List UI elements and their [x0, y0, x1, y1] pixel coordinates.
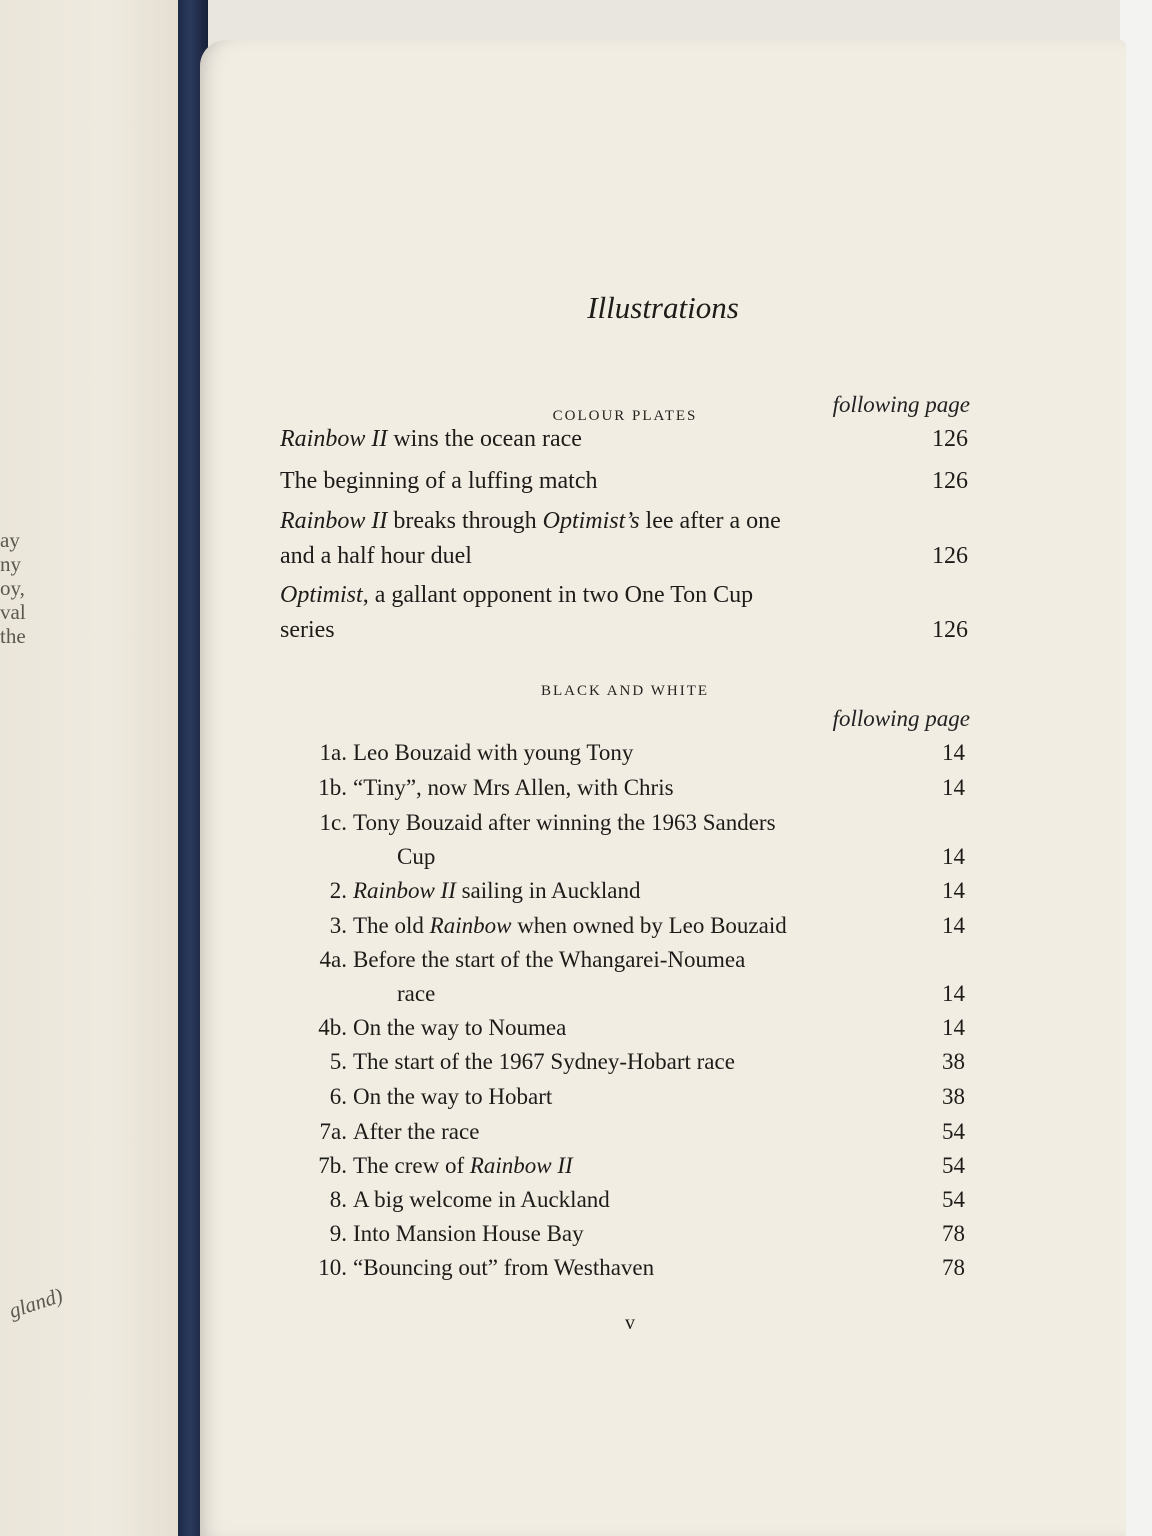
entry-text: “Tiny”, now Mrs Allen, with Chris — [353, 775, 674, 800]
entry-text: Tony Bouzaid after winning the 1963 Sanders — [353, 810, 776, 835]
entry-text: On the way to Hobart — [353, 1084, 553, 1109]
page-number: 54 — [942, 1187, 965, 1212]
entry-text: Cup — [397, 844, 436, 869]
entry-text: Into Mansion House Bay — [353, 1221, 584, 1246]
entry-number: 8. — [329, 1187, 347, 1212]
colour-entry: Rainbow II wins the ocean race 126 — [280, 422, 968, 457]
ship-name: Optimist’s — [542, 508, 640, 534]
left-facing-page — [0, 0, 180, 1536]
page-content — [200, 40, 1126, 1536]
ship-name: Rainbow II — [353, 878, 456, 903]
page-folio: v — [625, 1312, 635, 1334]
entry-text: On the way to Noumea — [353, 1015, 567, 1040]
page-number: 54 — [942, 1119, 965, 1144]
page-number: 38 — [942, 1084, 965, 1109]
page-number: 14 — [942, 1015, 965, 1040]
page-number: 78 — [942, 1255, 965, 1280]
entry-number: 4a. — [319, 947, 347, 972]
page-number: 126 — [932, 468, 968, 494]
entry-text: A big welcome in Auckland — [353, 1187, 610, 1212]
bw-entry — [297, 771, 965, 805]
entry-number: 6. — [329, 1084, 347, 1109]
left-page-text-fragments — [0, 528, 26, 648]
left-fragment: oy, — [0, 576, 25, 600]
left-fragment: the — [0, 624, 26, 648]
page-number: 14 — [942, 878, 965, 903]
bw-entry — [297, 1183, 965, 1217]
bw-entry — [297, 1217, 965, 1251]
entry-number: 9. — [329, 1221, 347, 1246]
entry-number: 1b. — [318, 775, 347, 800]
bw-entry — [297, 1080, 965, 1114]
entry-text: Leo Bouzaid with young Tony — [353, 740, 634, 765]
page-number: 38 — [942, 1049, 965, 1074]
entry-text: series — [280, 617, 335, 643]
colour-plates-heading: COLOUR PLATES — [552, 408, 698, 424]
entry-number: 2. — [329, 878, 347, 903]
entry-number: 7b. — [318, 1153, 347, 1178]
entry-number: 1c. — [319, 810, 347, 835]
left-fragment: ny — [0, 552, 21, 576]
bw-following-page-header: following page — [832, 706, 970, 731]
ship-name: Rainbow — [429, 913, 512, 938]
entry-text: The start of the 1967 Sydney-Hobart race — [353, 1049, 735, 1074]
entry-text: race — [397, 981, 436, 1006]
page-number: 78 — [942, 1221, 965, 1246]
bw-entry — [297, 1011, 965, 1045]
page-number: 14 — [942, 740, 965, 765]
colour-entry: Rainbow II breaks through Optimist’s lee after a one and a half hour duel 126 — [280, 504, 968, 574]
ship-name: Rainbow II — [280, 426, 388, 452]
bw-entry — [297, 943, 965, 1011]
colour-following-page-header: following page — [832, 392, 970, 417]
bw-entry — [297, 736, 965, 770]
page-number: 54 — [942, 1153, 965, 1178]
ship-name: Rainbow II — [280, 508, 388, 534]
entry-number: 10. — [318, 1255, 347, 1280]
bw-entry: 7b. The crew of Rainbow II 54 — [297, 1149, 965, 1183]
entry-text: and a half hour duel — [280, 543, 472, 569]
bw-entry — [297, 1045, 965, 1079]
entry-number: 7a. — [319, 1119, 347, 1144]
page-number: 14 — [942, 981, 965, 1006]
left-fragment: ay — [0, 528, 20, 552]
entry-text: “Bouncing out” from Westhaven — [353, 1255, 655, 1280]
ship-name: Rainbow II — [469, 1153, 573, 1178]
entry-number: 3. — [329, 913, 347, 938]
entry-text: After the race — [353, 1119, 480, 1144]
left-bottom-fragment: gland) — [6, 1283, 66, 1323]
black-and-white-heading: BLACK AND WHITE — [540, 683, 710, 699]
bw-entry: 3. The old Rainbow when owned by Leo Bouzaid 14 — [297, 909, 965, 943]
bw-entry — [297, 1115, 965, 1149]
colour-entry: Optimist, a gallant opponent in two One Ton Cup series 126 — [280, 578, 968, 648]
book-page — [200, 40, 1126, 1536]
bw-entry — [297, 806, 965, 874]
entry-text: The beginning of a luffing match — [280, 468, 598, 494]
bw-entry — [297, 1251, 965, 1285]
page-number: 14 — [942, 913, 965, 938]
entry-number: 4b. — [318, 1015, 347, 1040]
ship-name: Optimist — [280, 582, 363, 608]
entry-number: 1a. — [319, 740, 347, 765]
colour-entry — [280, 464, 968, 499]
entry-text: Before the start of the Whangarei-Noumea — [353, 947, 746, 972]
page-number: 14 — [942, 844, 965, 869]
page-number: 14 — [942, 775, 965, 800]
page-number: 126 — [932, 426, 968, 452]
page-number: 126 — [932, 543, 968, 569]
page-number: 126 — [932, 617, 968, 643]
entry-number: 5. — [329, 1049, 347, 1074]
bw-entry: 2. Rainbow II sailing in Auckland 14 — [297, 874, 965, 908]
page-title: Illustrations — [587, 290, 739, 325]
left-fragment: val — [0, 600, 26, 624]
